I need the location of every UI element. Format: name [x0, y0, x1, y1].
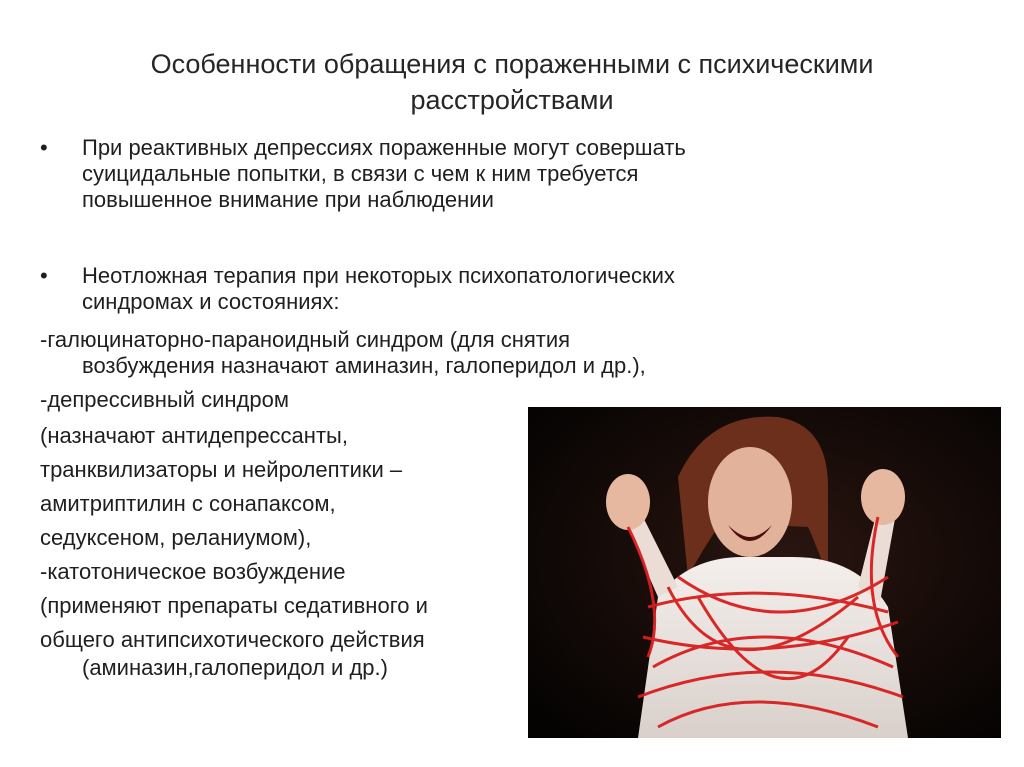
- bullet-item: [40, 263, 782, 315]
- bullet-marker: •: [40, 135, 48, 160]
- text-line: (применяют препараты седативного и: [40, 593, 428, 618]
- bullet-marker: •: [40, 263, 48, 288]
- text-line: транквилизаторы и нейролептики –: [40, 457, 403, 482]
- slide-title: Особенности обращения с пораженными с психическими расстройствами: [150, 49, 874, 115]
- woman-tangled-in-red-threads-photo: [528, 407, 1001, 738]
- text-line: общего антипсихотического действия: [40, 627, 425, 652]
- text-line: седуксеном, реланиумом),: [40, 525, 312, 550]
- bullet-text: Неотложная терапия при некоторых психопатологических синдромах и состояниях:: [82, 263, 675, 314]
- text-line: -катотоническое возбуждение: [40, 559, 346, 584]
- photo-illustration: [528, 407, 1001, 738]
- text-line: -депрессивный синдром: [40, 387, 289, 412]
- text-line: возбуждения назначают аминазин, галоперидол и др.),: [82, 353, 646, 378]
- text-line: -галюцинаторно-параноидный синдром (для снятия: [40, 327, 571, 352]
- text-line: амитриптилин с сонапаксом,: [40, 491, 336, 516]
- text-line: (аминазин,галоперидол и др.): [82, 655, 388, 680]
- text-line: (назначают антидепрессанты,: [40, 423, 348, 448]
- bullet-item: [40, 135, 782, 213]
- bullet-text: При реактивных депрессиях пораженные могут совершать суицидальные попытки, в связи с чем к ним требуется повышенное внимание при наблюдении: [82, 135, 686, 212]
